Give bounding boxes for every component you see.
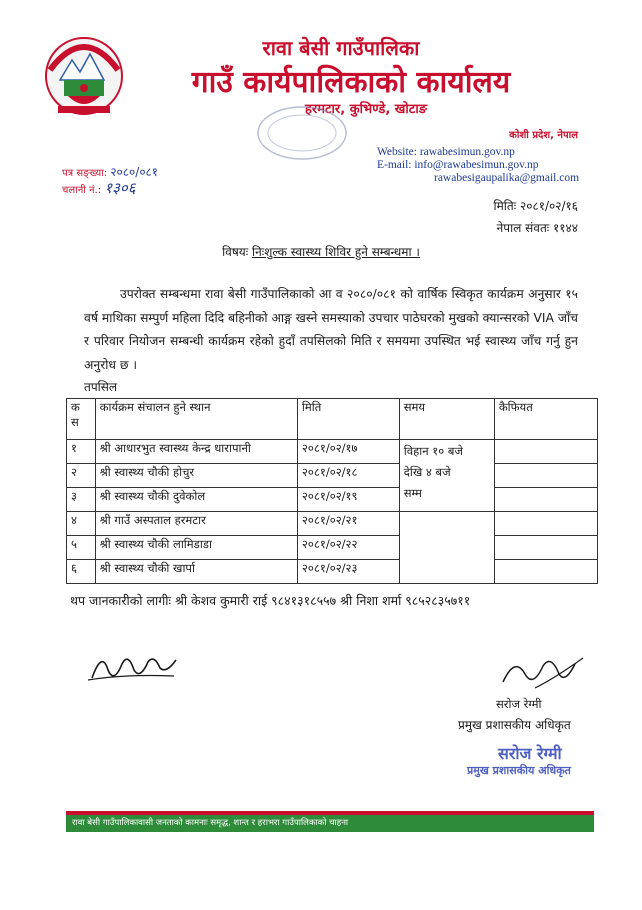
row-place: श्री स्वास्थ्य चौकी खार्पा [95, 560, 297, 584]
email-text[interactable]: E-mail: info@rawabesimun.gov.np [377, 159, 539, 171]
row-remarks [494, 464, 597, 488]
letter-no-label: पत्र सङ्ख्या: [62, 168, 108, 179]
stamp-title: प्रमुख प्रशासकीय अधिकृत [467, 764, 571, 777]
office-seal-icon [240, 105, 358, 165]
municipality-name: रावा बेसी गाउँपालिका [262, 36, 420, 60]
table-row [67, 536, 598, 560]
email-alt-text[interactable]: rawabesigaupalika@gmail.com [434, 172, 580, 184]
row-remarks [494, 536, 597, 560]
tapasil-label: तपसिल [84, 380, 118, 394]
row-remarks [494, 440, 597, 464]
row-sn: ३ [67, 488, 96, 512]
table-row [67, 464, 598, 488]
province-label: कोशी प्रदेश, नेपाल [509, 130, 578, 141]
letter-date: मितिः २०८१/०२/१६ [493, 199, 578, 213]
contact-block [377, 146, 579, 185]
table-row [67, 488, 598, 512]
dispatch-no-label: चलानी नं.: [62, 185, 102, 196]
row-date: २०८१/०२/१८ [297, 464, 399, 488]
time-line-2: देखि ४ बजे [403, 465, 451, 479]
body-paragraph: उपरोक्त सम्बन्धमा रावा बेसी गाउँपालिकाको आ व २०८०/०८१ को वार्षिक स्विकृत कार्यक्रम अनुसार १५ वर्ष माथिका सम्पुर्ण महिला दिदि बहिनीको आङ्ग खस्ने समस्याको उपचार पाठेघरको मुखको क्यान्सरको VIA जाँच र परिवार नियोजन सम्बन्धी कार्यक्रम रहेको हुदाँ तपसिलको मिति र समयमा उपस्थित भई स्वास्थ्य जाँच गर्नु हुन अनुरोध छ । [84, 287, 578, 372]
stamp-name: सरोज रेग्मी [498, 744, 562, 763]
row-remarks [494, 512, 597, 536]
row-sn: २ [67, 464, 96, 488]
contact-info: थप जानकारीको लागीः श्री केशव कुमारी राई ९८४१३१८५५७ श्री निशा शर्मा ९८५२८३५७११ [70, 593, 471, 608]
dispatch-no-value: १३०६ [104, 179, 136, 197]
row-sn: ५ [67, 536, 96, 560]
row-place: श्री गाउँ अस्पताल हरमटार [95, 512, 297, 536]
schedule-table [66, 398, 598, 584]
signature-right-icon [495, 648, 595, 698]
officer-name: सरोज रेग्मी [496, 697, 542, 711]
time-cell-empty [399, 512, 494, 584]
row-place: श्री स्वास्थ्य चौकी लामिडाडा [95, 536, 297, 560]
office-title: गाउँ कार्यपालिकाको कार्यालय [191, 65, 511, 100]
table-row [67, 512, 598, 536]
subject-label: विषयः [222, 245, 249, 259]
office-address: हरमटार, कुभिण्डे, खोटाङ [305, 102, 427, 117]
table-row [67, 440, 598, 464]
row-place: श्री स्वास्थ्य चौकी होचुर [95, 464, 297, 488]
footer-slogan: रावा बेसी गाउँपालिकावासी जनताको कामनाः समृद्ध, शान्त र हराभरा गाउँपालिकाको चाहना [72, 818, 349, 828]
row-place: श्री स्वास्थ्य चौकी दुवेकोल [95, 488, 297, 512]
table-header-row [67, 399, 598, 440]
header-date: मिति [297, 399, 399, 440]
header-place: कार्यक्रम संचालन हुने स्थान [95, 399, 297, 440]
nepal-sambat: नेपाल संवतः ११४४ [496, 221, 578, 235]
date-block [494, 195, 578, 239]
table-row [67, 560, 598, 584]
header-time: समय [399, 399, 494, 440]
row-date: २०८१/०२/१९ [297, 488, 399, 512]
subject-text: निःशुल्क स्वास्थ्य शिविर हुने सम्बन्धमा । [252, 245, 420, 259]
subject-line [0, 243, 642, 260]
row-remarks [494, 488, 597, 512]
time-cell [399, 440, 494, 512]
header-remarks: कैफियत [494, 399, 597, 440]
row-sn: ४ [67, 512, 96, 536]
letter-no-value: २०८०/०८१ [110, 165, 159, 179]
officer-title: प्रमुख प्रशासकीय अधिकृत [458, 718, 571, 732]
time-line-1: विहान १० बजे [403, 444, 463, 458]
row-sn: ६ [67, 560, 96, 584]
header-sn: क स [67, 399, 96, 440]
row-date: २०८१/०२/२१ [297, 512, 399, 536]
row-place: श्री आधारभुत स्वास्थ्य केन्द्र धारापानी [95, 440, 297, 464]
letter-meta [62, 165, 158, 198]
signature-left-icon [84, 640, 184, 690]
row-date: २०८१/०२/२२ [297, 536, 399, 560]
time-line-3: सम्म [403, 486, 422, 500]
row-date: २०८१/०२/१७ [297, 440, 399, 464]
row-date: २०८१/०२/२३ [297, 560, 399, 584]
row-remarks [494, 560, 597, 584]
website-text[interactable]: Website: rawabesimun.gov.np [377, 146, 515, 158]
row-sn: १ [67, 440, 96, 464]
